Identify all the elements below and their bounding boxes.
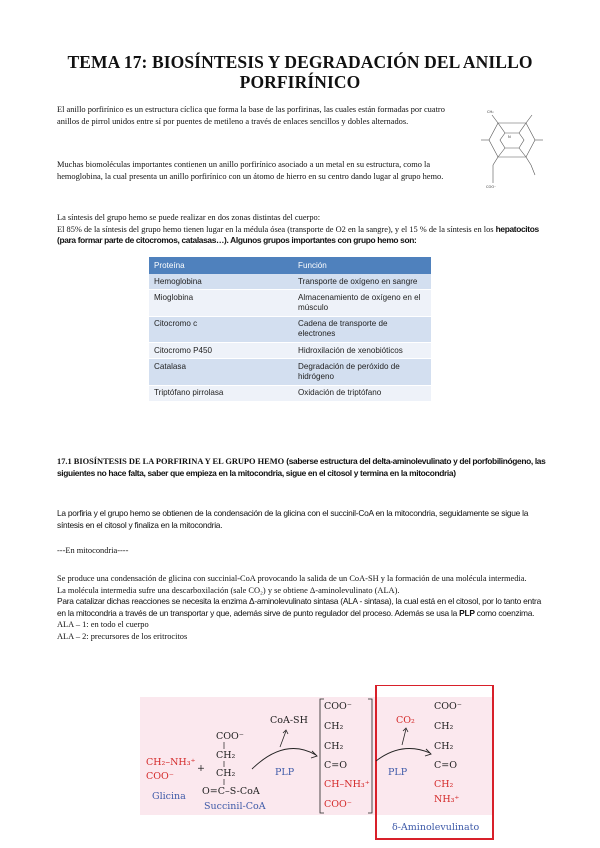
- table-row: [149, 359, 431, 385]
- section-title: 17.1 BIOSÍNTESIS DE LA PORFIRINA Y EL GRUPO HEMO: [57, 457, 287, 466]
- sites-line-1: La síntesis del grupo hemo se puede realizar en dos zonas distintas del cuerpo:: [57, 213, 321, 222]
- ala2-text: ALA – 2: precursores de los eritrocitos: [57, 631, 188, 641]
- plp-label-1: PLP: [275, 767, 295, 778]
- mitochondria-label: ---En mitocondria----: [57, 546, 129, 555]
- heme-proteins-table: [149, 257, 431, 402]
- porphyrin-n-label: N: [508, 135, 511, 139]
- succ-co: O=C–S-CoA: [202, 786, 260, 797]
- succ-coo: COO⁻: [216, 731, 244, 742]
- ala-nh3: NH₃⁺: [434, 794, 460, 805]
- intro-paragraph-1: El anillo porfirínico es un estructura cíclica que forma la base de las porfirinas, las cuales están formadas por cuatro anillos de pirrol unidos entre sí por puentes de metileno a través de enlaces sencillos y dobles alternados.: [57, 105, 445, 126]
- ala1-text: ALA – 1: en todo el cuerpo: [57, 620, 149, 630]
- ala-co: C=O: [434, 760, 458, 771]
- ala-ch2a: CH₂: [434, 721, 454, 732]
- plp-bold: PLP: [459, 607, 475, 618]
- porphyrin-structure-image: [477, 101, 547, 191]
- enzyme-text: [57, 596, 541, 618]
- table-row: [149, 316, 431, 342]
- succ-ch2a: CH₂: [216, 750, 236, 761]
- section-note: (saberse estructura del delta-aminolevulinato y del porfobilinógeno, las siguientes no hace falta, saber que empieza en la mitocondria, sigue en el citosol y termina en la mitocondria): [57, 456, 546, 478]
- table-cell: Triptófano pirrolasa: [149, 385, 293, 401]
- table-row: [149, 290, 431, 316]
- section-paragraph-2: [57, 573, 549, 643]
- table-row: [149, 343, 431, 359]
- table-cell: Degradación de peróxido de hidrógeno: [293, 359, 431, 385]
- table-cell: Mioglobina: [149, 290, 293, 316]
- inter-ch2a: CH₂: [324, 721, 344, 732]
- table-cell: Citocromo c: [149, 316, 293, 342]
- table-cell: Catalasa: [149, 359, 293, 385]
- synthesis-sites-paragraph: [57, 212, 552, 247]
- ala-ch2b: CH₂: [434, 741, 454, 752]
- co2-label: CO₂: [396, 715, 415, 726]
- table-cell: Hidroxilación de xenobióticos: [293, 343, 431, 359]
- table-cell: Cadena de transporte de electrones: [293, 316, 431, 342]
- porphyrin-ch2-label: CH₂: [487, 110, 494, 114]
- header-protein: Proteína: [149, 257, 293, 274]
- ala-synthesis-reaction-figure: [140, 685, 500, 843]
- table-row: [149, 274, 431, 290]
- glicina-label: Glicina: [152, 791, 186, 802]
- glicina-top: CH₂–NH₃⁺: [146, 757, 196, 768]
- sites-line-2b: hepatocitos (para formar parte de citocromos, catalasas…). Algunos grupos importantes con grupo hemo son:: [57, 223, 539, 246]
- section-paragraph-1: La porfiria y el grupo hemo se obtienen de la condensación de la glicina con el succinil-CoA en la mitocondria, seguidamente se sigue la síntesis en el citosol y finaliza en la mitocondria.: [57, 508, 529, 530]
- table-header-row: [149, 257, 431, 274]
- condensation-text: Se produce una condensación de glicina con succinial-CoA provocando la salida de un CoA-SH y la formación de una molécula intermedia.: [57, 574, 527, 583]
- inter-chnh: CH–NH₃⁺: [324, 779, 370, 790]
- page-title: TEMA 17: BIOSÍNTESIS Y DEGRADACIÓN DEL ANILLO PORFIRÍNICO: [67, 52, 533, 92]
- coash-label: CoA-SH: [270, 715, 308, 726]
- plus-sign: +: [197, 763, 205, 774]
- sites-line-2a: El 85% de la síntesis del grupo hemo tienen lugar en la médula ósea (transporte de O2 en la sangre), y el 15 % de la síntesis en los: [57, 224, 496, 234]
- enzyme-text-c: como coenzima.: [474, 607, 535, 618]
- table-cell: Transporte de oxígeno en sangre: [293, 274, 431, 290]
- table-cell: Almacenamiento de oxígeno en el músculo: [293, 290, 431, 316]
- enzyme-text-a: Para catalizar dichas reacciones se necesita la enzima Δ-aminolevulinato sintasa (ALA - sintasa), la cual está en el citosol, por lo tanto entra en la mitocondria a través de un transportar y que, además sirve de punto regulador del proceso. Además se usa la: [57, 596, 541, 618]
- inter-coo: COO⁻: [324, 701, 352, 712]
- decarboxylation-text: La molécula intermedia sufre una descarboxilación (sale CO₂) y se obtiene Δ-aminolevulinato (ALA).: [57, 585, 400, 595]
- inter-coo2: COO⁻: [324, 799, 352, 810]
- header-function: Función: [293, 257, 431, 274]
- inter-co: C=O: [324, 760, 348, 771]
- glicina-bottom: COO⁻: [146, 771, 174, 782]
- succ-ch2b: CH₂: [216, 768, 236, 779]
- intro-paragraph-2: Muchas biomoléculas importantes contienen un anillo porfirínico asociado a un metal en su estructura, como la hemoglobina, la cual presenta un anillo porfirínico con un átomo de hierro en su centro dando lugar al grupo hemo.: [57, 160, 444, 181]
- plp-label-2: PLP: [388, 767, 408, 778]
- ala-ch2c: CH₂: [434, 779, 454, 790]
- ala-label: δ-Aminolevulinato: [392, 822, 480, 833]
- table-row: [149, 385, 431, 401]
- succ-label: Succinil-CoA: [204, 801, 266, 812]
- porphyrin-coo-label: COO⁻: [486, 185, 497, 189]
- table-cell: Oxidación de triptófano: [293, 385, 431, 401]
- inter-ch2b: CH₂: [324, 741, 344, 752]
- table-cell: Citocromo P450: [149, 343, 293, 359]
- ala-coo: COO⁻: [434, 701, 462, 712]
- section-heading: [57, 456, 547, 479]
- table-cell: Hemoglobina: [149, 274, 293, 290]
